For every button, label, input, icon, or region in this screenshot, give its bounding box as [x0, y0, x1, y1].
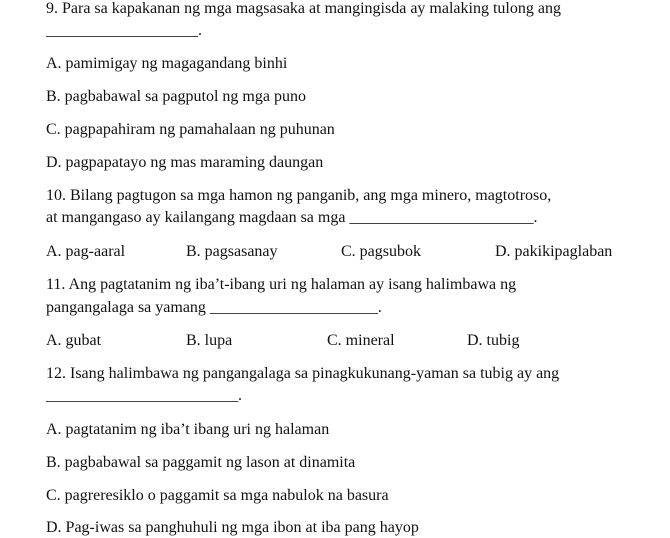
question-9-option-b: B. pagbabawal sa pagputol ng mga puno: [46, 88, 306, 105]
question-11-options: [46, 331, 646, 351]
question-11-stem: 11. Ang pagtatanim ng iba’t-ibang uri ng halaman ay isang halimbawa ng: [46, 276, 517, 293]
question-12-stem: 12. Isang halimbawa ng pangangalaga sa pinagkukunang-yaman sa tubig ay ang: [46, 365, 560, 382]
question-9-option-a: A. pamimigay ng magagandang binhi: [46, 55, 288, 72]
question-11-stem-continued: pangangalaga sa yamang _____________________.: [46, 299, 382, 316]
question-9-blank: ___________________.: [46, 22, 202, 39]
question-10-options: [46, 242, 646, 262]
question-11-option-d: D. tubig: [467, 332, 520, 349]
question-12-option-c: C. pagreresiklo o paggamit sa mga nabulok na basura: [46, 487, 389, 504]
question-10-option-c: C. pagsubok: [341, 243, 421, 260]
question-12-option-d: D. Pag-iwas sa panghuhuli ng mga ibon at iba pang hayop: [46, 519, 419, 536]
question-9-option-d: D. pagpapatayo ng mas maraming daungan: [46, 154, 324, 171]
question-10-stem: 10. Bilang pagtugon sa mga hamon ng panganib, ang mga minero, magtotroso,: [46, 187, 552, 204]
question-12-option-a: A. pagtatanim ng iba’t ibang uri ng halaman: [46, 421, 330, 438]
question-10-stem-continued: at mangangaso ay kailangang magdaan sa mga _______________________.: [46, 209, 538, 226]
question-12-option-b: B. pagbabawal sa paggamit ng lason at dinamita: [46, 454, 356, 471]
question-9-stem: 9. Para sa kapakanan ng mga magsasaka at mangingisda ay malaking tulong ang: [46, 0, 561, 17]
question-10-option-a: A. pag-aaral: [46, 243, 126, 260]
question-9-option-c: C. pagpapahiram ng pamahalaan ng puhunan: [46, 121, 335, 138]
question-10-option-b: B. pagsasanay: [186, 243, 278, 260]
question-11-option-c: C. mineral: [327, 332, 395, 349]
question-11-option-b: B. lupa: [186, 332, 233, 349]
question-10-option-d: D. pakikipaglaban: [495, 243, 613, 260]
question-12-blank: ________________________.: [46, 387, 242, 404]
question-11-option-a: A. gubat: [46, 332, 102, 349]
